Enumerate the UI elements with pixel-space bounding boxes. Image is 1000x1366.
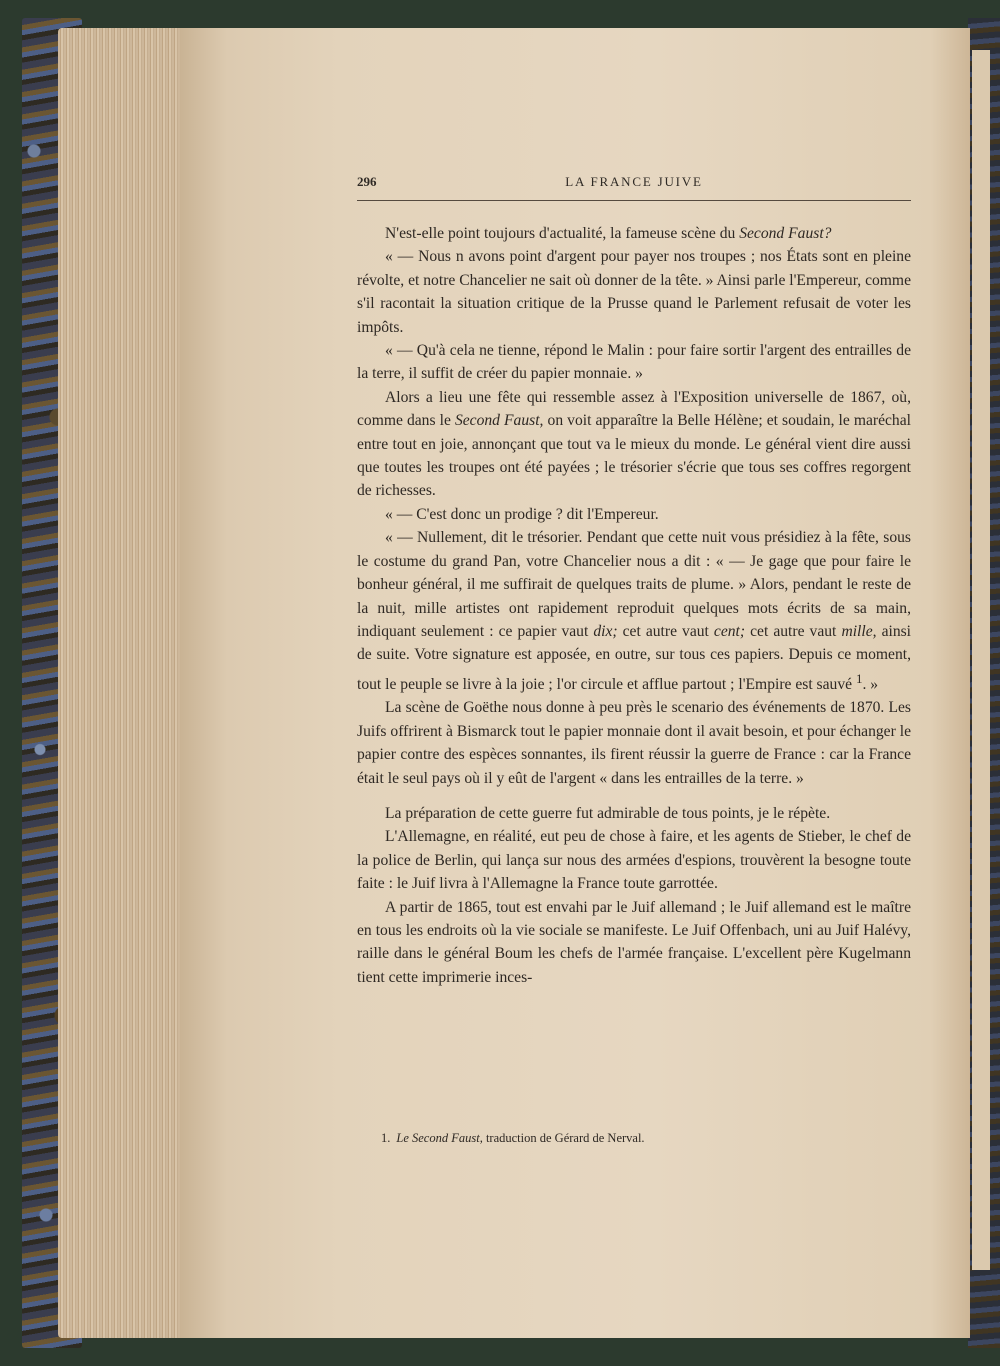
next-page-edge — [972, 50, 990, 1270]
paragraph: La préparation de cette guerre fut admirable de tous points, je le répète. — [385, 804, 831, 822]
footnote-title: Le Second Faust, — [396, 1131, 483, 1145]
paragraph: L'Allemagne, en réalité, eut peu de chose à faire, et les agents de Stieber, le chef de la police de Berlin, qui lança sur nous des armées d'espions, trouvèrent la besogne toute faite : le Juif livra à l'Allemagne la France toute garrottée. — [357, 828, 911, 893]
paragraph: « — Qu'à cela ne tienne, répond le Malin : pour faire sortir l'argent des entrailles de la terre, il suffit de créer du papier monnaie. » — [357, 342, 911, 383]
footnote-marker: 1. — [381, 1131, 391, 1145]
running-head — [357, 174, 911, 192]
footnote — [357, 1131, 911, 1146]
paragraph: N'est-elle point toujours d'actualité, la fameuse scène du Second Faust? — [385, 225, 832, 242]
page-number: 296 — [357, 174, 377, 189]
footnote-text: traduction de Gérard de Nerval. — [482, 1131, 645, 1145]
body-text — [357, 222, 911, 989]
paragraph: A partir de 1865, tout est envahi par le Juif allemand ; le Juif allemand est le maître en tous les endroits où la vie sociale se manifeste. Le Juif Offenbach, uni au Juif Halévy, raille dans le général Boum les chefs de l'armée française. L'excellent père Kugelmann tient cette imprimerie inces- — [357, 898, 911, 986]
footnote-reference: 1 — [855, 670, 863, 686]
header-rule — [357, 200, 911, 201]
paragraph: « — Nous n avons point d'argent pour payer nos troupes ; nos États sont en pleine révolte, et notre Chancelier ne sait où donner de la tête. » Ainsi parle l'Empereur, comme s'il racontait la situation critique de la Prusse quand le Parlement refusait de voter les impôts. — [357, 248, 911, 336]
running-title: LA FRANCE JUIVE — [565, 174, 703, 189]
page-edges — [58, 28, 188, 1338]
paragraph: « — Nullement, dit le trésorier. Pendant que cette nuit vous présidiez à la fête, sous le costume du grand Pan, votre Chancelier nous a dit : « — Je gage que pour faire le bonheur général, il me suffirait de quelques traits de plume. » Alors, pendant le reste de la nuit, mille artistes ont rapidement reproduit quelques mots écrits de sa main, indiquant seulement : ce papier vaut dix; cet autre vaut cent; cet autre vaut mille, ainsi de suite. Votre signature est apposée, en outre, sur tous ces papiers. Depuis ce moment, tout le peuple se livre à la joie ; l'or circule et afflue partout ; l'Empire est sauvé $^1$. » — [357, 529, 912, 693]
paragraph: La scène de Goëthe nous donne à peu près le scenario des événements de 1870. Les Juifs offrirent à Bismarck tout le papier monnaie dont il avait besoin, et pour échanger le papier contre des espèces sonnantes, ils firent réussir la guerre de France : car la France était le seul pays où il y eût de l'argent « dans les entrailles de la terre. » — [357, 699, 911, 787]
paragraph: « — C'est donc un prodige ? dit l'Empereur. — [385, 505, 659, 523]
paragraph: Alors a lieu une fête qui ressemble assez à l'Exposition universelle de 1867, où, comme dans le Second Faust, on voit apparaître la Belle Hélène; et soudain, le maréchal entre tout en joie, annonçant que tout va le mieux du monde. Le général vient dire aussi que toutes les troupes ont été payées ; le trésorier s'écrie que tous ses coffres regorgent de richesses. — [357, 388, 911, 500]
